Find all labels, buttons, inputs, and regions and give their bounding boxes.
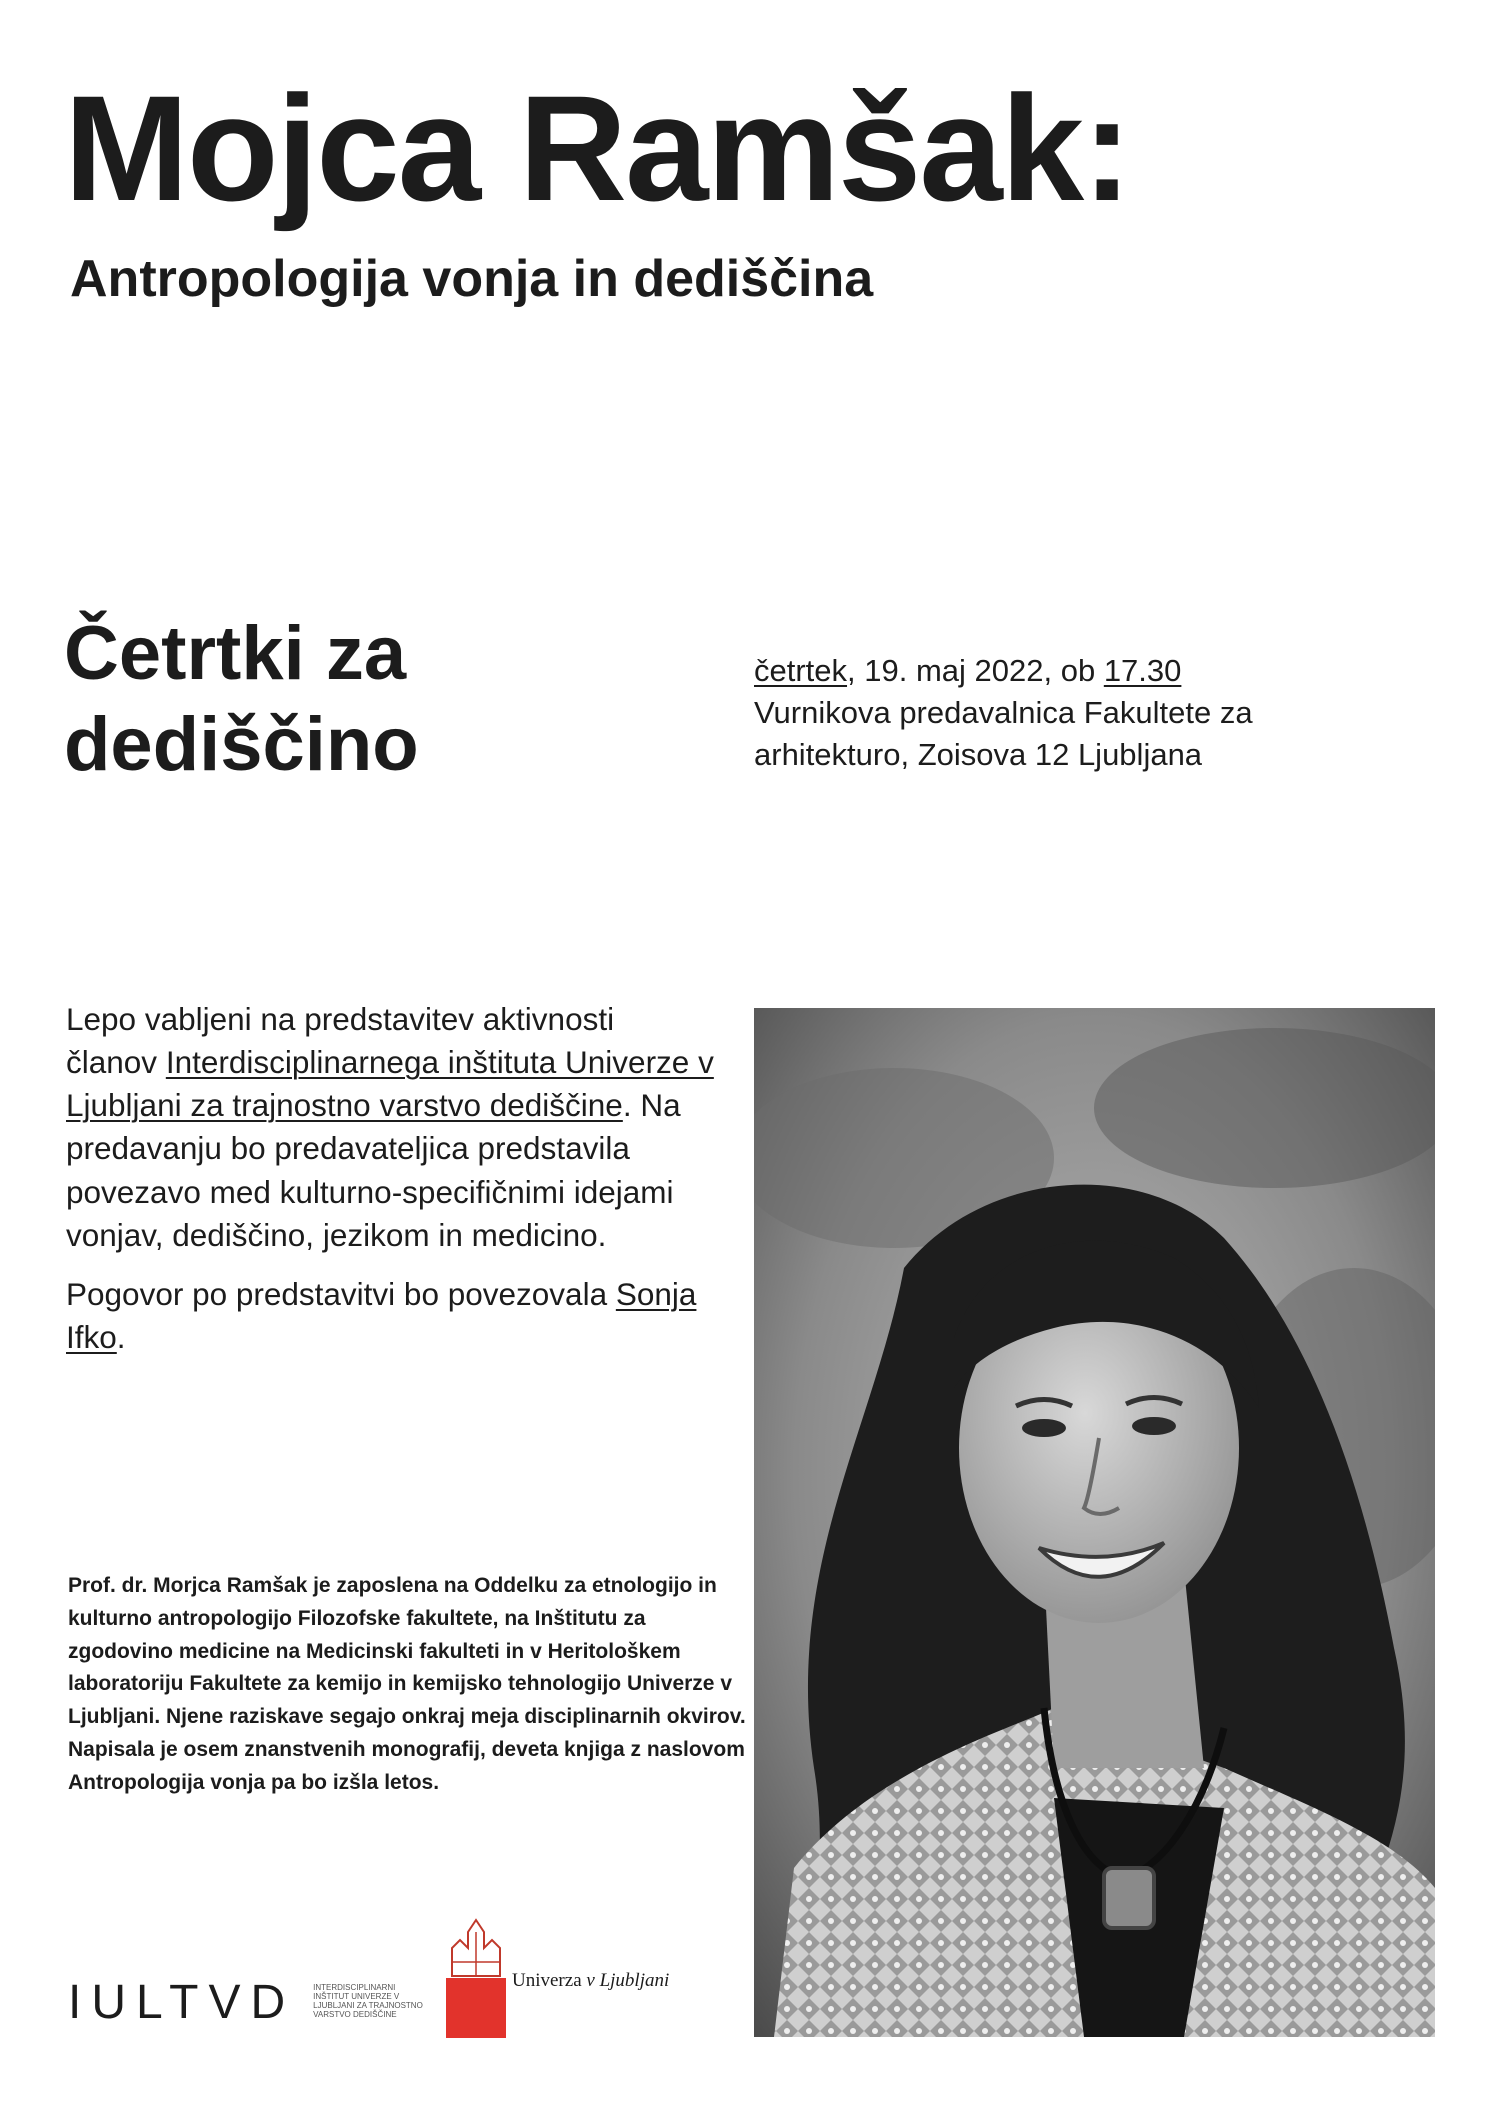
page-subtitle: Antropologija vonja in dediščina [70, 250, 874, 308]
ul-logo-name [512, 1970, 669, 1992]
intro-paragraph-2 [66, 1273, 726, 1359]
event-day[interactable]: četrtek [754, 653, 848, 688]
intro-p1-text-a: Lepo vabljeni na predstavitev aktivnosti [66, 1001, 615, 1037]
series-title [64, 608, 704, 790]
speaker-portrait [754, 1008, 1435, 2037]
event-venue-line2: arhitekturo, Zoisova 12 Ljubljana [754, 736, 1203, 772]
intro-paragraph-1 [66, 998, 726, 1257]
event-details [754, 650, 1414, 776]
series-title-line1: Četrtki za [64, 611, 407, 696]
speaker-bio: Prof. dr. Morjca Ramšak je zaposlena na Oddelku za etnologijo in kulturno antropologijo Filozofske fakultete, na Inštitutu za zgodovino medicine na Medicinski fakulteti in v Heritološkem laboratoriju Fakultete za kemijo in kemijsko tehnologijo Univerze v Ljubljani. Njene raziskave segajo onkraj meja disciplinarnih okvirov. Napisala je osem znanstvenih monografij, deveta knjiga z naslovom Antropologija vonja pa bo izšla letos. [68, 1574, 746, 1794]
ul-logo [446, 1918, 669, 2038]
iultvd-logo-mark: IULTVD [68, 1975, 296, 2029]
series-title-line2: dediščino [64, 702, 419, 788]
intro-p2-text-a: Pogovor po predstavitvi bo povezovala [66, 1275, 616, 1312]
event-date: , 19. maj 2022, ob [847, 653, 1104, 688]
moderator-link[interactable]: Sonja Ifko [66, 1275, 697, 1355]
ul-name-regular: Univerza [512, 1970, 582, 1991]
iultvd-logo [68, 1972, 423, 2032]
ul-building-icon [446, 1918, 506, 2038]
ul-logo-emblem [446, 1918, 506, 2038]
institute-link[interactable]: Interdisciplinarnega inštituta Univerze v Ljubljani za trajnostno varstvo dediščine [66, 1044, 714, 1124]
portrait-image [754, 1008, 1435, 2037]
intro-text [66, 998, 726, 1375]
intro-p1-text-c: . Na predavanju bo predavateljica predstavila povezavo med kulturno-specifičnimi idejami vonjav, dediščino, jezikom in medicino. [66, 1087, 681, 1253]
intro-p1-text-b: članov [66, 1044, 166, 1081]
ul-name-italic: v Ljubljani [586, 1970, 670, 1991]
event-venue-line1: Vurnikova predavalnica Fakultete za [754, 694, 1253, 730]
page-title: Mojca Ramšak: [64, 64, 1131, 232]
intro-p2-text-c: . [116, 1318, 126, 1355]
event-time[interactable]: 17.30 [1103, 653, 1182, 688]
event-date-line [754, 650, 1414, 692]
iultvd-logo-subtext: INTERDISCIPLINARNI INŠTITUT UNIVERZE V LJUBLJANI ZA TRAJNOSTNO VARSTVO DEDIŠČINE [313, 1983, 423, 2019]
